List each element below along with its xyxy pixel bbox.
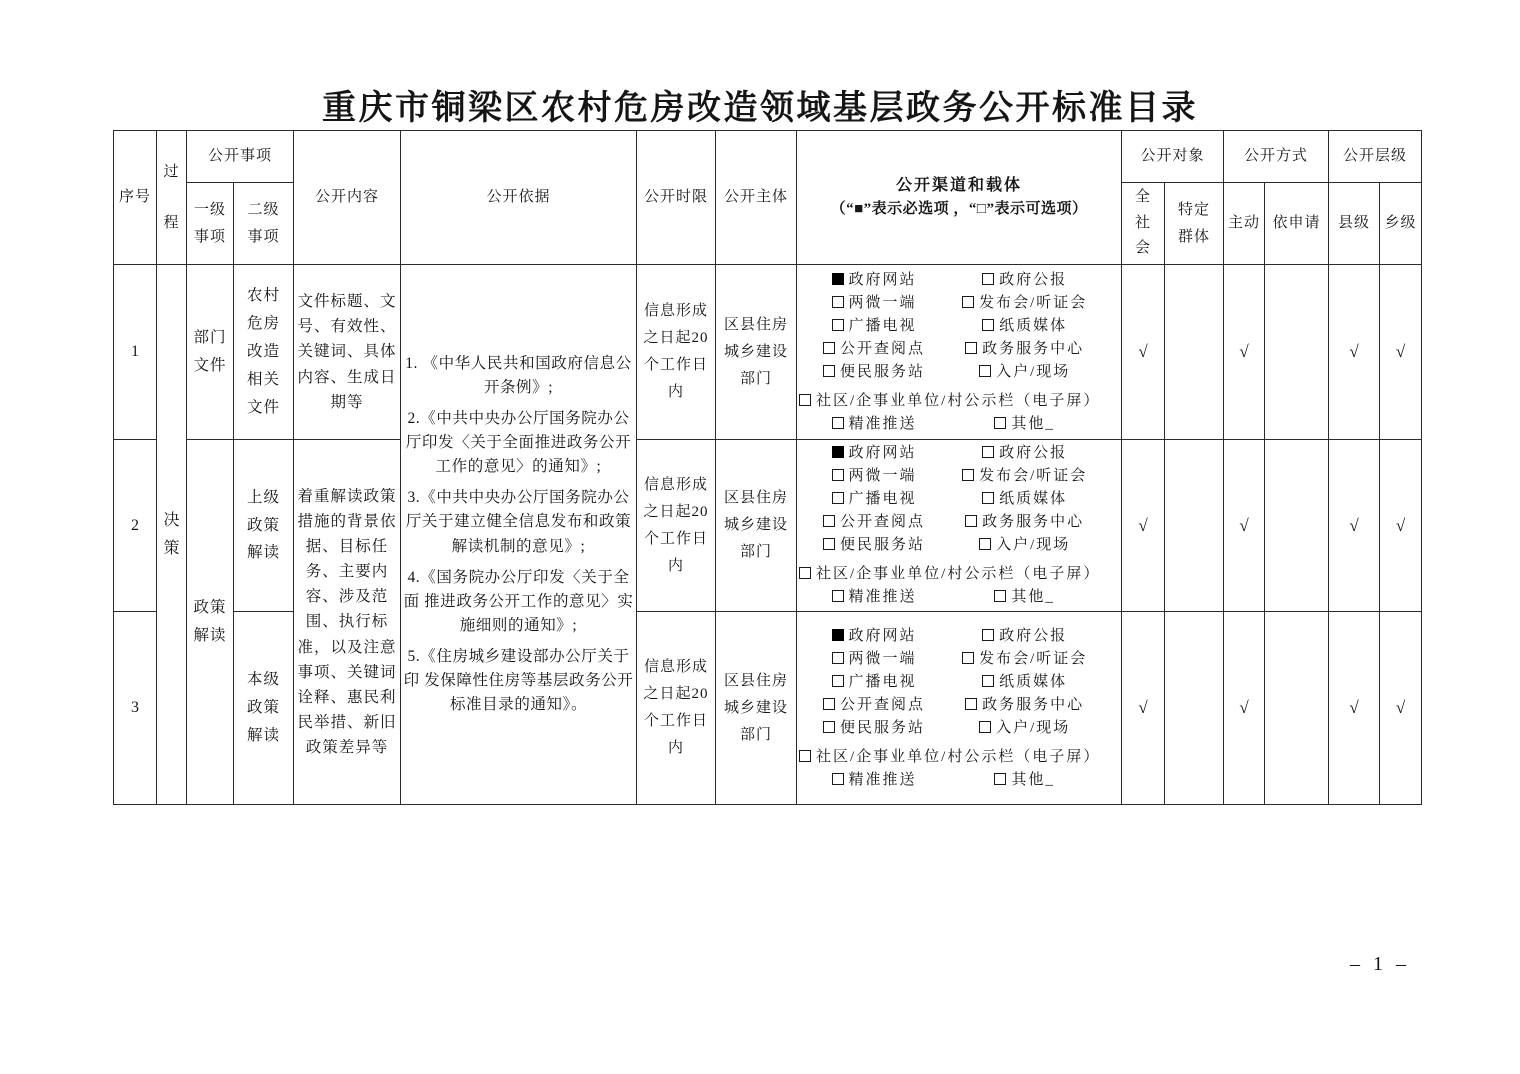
header-level1 [187, 183, 234, 265]
header-process-label: 过程 [163, 163, 180, 231]
checkbox-icon [799, 394, 811, 406]
channel-label: 广播电视 [848, 673, 917, 690]
header-level-county: 县级 [1329, 183, 1380, 265]
header-target-all-label: 全社会 [1135, 189, 1152, 256]
check-township-cell: √ [1380, 265, 1422, 440]
channel-label: 其他_ [1011, 415, 1055, 432]
header-subject: 公开主体 [716, 131, 797, 265]
channel-label: 其他_ [1011, 589, 1055, 605]
check-county-cell: √ [1329, 265, 1380, 440]
checkbox-icon [832, 629, 844, 641]
check-on-request-cell [1265, 612, 1329, 805]
channel-label: 政府网站 [848, 445, 917, 461]
channel-item [799, 769, 949, 792]
channels-list [799, 442, 1119, 609]
checkbox-icon [832, 590, 844, 602]
header-channels-title: 公开渠道和载体 [896, 177, 1023, 195]
header-content: 公开内容 [294, 131, 401, 265]
basis-item: 1. 《中华人民共和国政府信息公开条例》; [405, 355, 632, 397]
channel-label: 公开查阅点 [840, 514, 926, 530]
level2-cell [234, 265, 294, 440]
header-target: 公开对象 [1122, 131, 1224, 183]
level1-cell [187, 440, 234, 805]
checkbox-icon [832, 417, 844, 429]
channel-label: 精准推送 [848, 771, 917, 788]
channel-label: 发布会/听证会 [979, 294, 1088, 311]
channel-item [799, 361, 949, 384]
channel-item [799, 442, 949, 465]
disclosure-standards-table [113, 130, 1422, 805]
channel-label: 广播电视 [848, 491, 917, 507]
subject-cell: 区县住房城乡建设部门 [716, 265, 797, 440]
table-row [114, 265, 1422, 440]
channel-item [799, 586, 949, 609]
checkbox-icon [982, 446, 994, 458]
channel-item [799, 717, 949, 740]
channel-label: 发布会/听证会 [979, 650, 1088, 667]
checkbox-icon [979, 365, 991, 377]
channel-label: 纸质媒体 [999, 491, 1068, 507]
channel-item [799, 511, 949, 534]
channel-label: 政务服务中心 [982, 340, 1085, 357]
time-limit-cell: 信息形成之日起20个工作日内 [637, 265, 716, 440]
page-title: 重庆市铜梁区农村危房改造领域基层政务公开标准目录 [322, 90, 1198, 127]
channels-list [799, 625, 1119, 792]
channel-label: 两微一端 [848, 294, 917, 311]
header-level: 公开层级 [1329, 131, 1422, 183]
level2-cell [234, 440, 294, 612]
channel-label: 政府网站 [848, 271, 917, 288]
subject-cell: 区县住房城乡建设部门 [716, 440, 797, 612]
header-channels [797, 131, 1122, 265]
channels-cell [797, 265, 1122, 440]
channel-item [799, 413, 949, 436]
check-all-society-cell: √ [1122, 440, 1165, 612]
check-active-cell: √ [1224, 265, 1265, 440]
channel-item [799, 488, 949, 511]
checkbox-icon [823, 365, 835, 377]
channel-item [949, 717, 1100, 740]
channel-label: 社区/企事业单位/村公示栏（电子屏） [816, 392, 1101, 409]
check-county-cell: √ [1329, 612, 1380, 805]
channel-label: 纸质媒体 [999, 317, 1068, 334]
checkbox-icon [832, 273, 844, 285]
header-time-limit: 公开时限 [637, 131, 716, 265]
channel-label: 入户/现场 [996, 537, 1071, 553]
checkbox-icon [982, 675, 994, 687]
channel-item [799, 625, 949, 648]
channel-item [949, 648, 1100, 671]
content-cell: 着重解读政策措施的背景依据、目标任务、主要内容、涉及范围、执行标准，以及注意事项、关键词诠释、惠民利民举措、新旧政策差异等 [294, 440, 401, 805]
header-target-specific-label: 特定群体 [1178, 201, 1211, 245]
checkbox-icon [832, 446, 844, 458]
channel-item [799, 746, 1100, 769]
checkbox-icon [982, 273, 994, 285]
subject-cell: 区县住房城乡建设部门 [716, 612, 797, 805]
channels-cell [797, 612, 1122, 805]
channel-label: 精准推送 [848, 415, 917, 432]
channel-label: 便民服务站 [840, 363, 926, 380]
channel-label: 政务服务中心 [982, 696, 1085, 713]
check-county-cell: √ [1329, 440, 1380, 612]
check-township-cell: √ [1380, 440, 1422, 612]
basis-item: 2.《中共中央办公厅国务院办公厅印发〈关于全面推进政务公开工作的意见〉的通知》; [405, 410, 632, 476]
channel-item [949, 586, 1100, 609]
checkbox-icon [832, 492, 844, 504]
level1-value: 部门文件 [193, 329, 227, 374]
level2-value: 上级政策解读 [247, 488, 281, 562]
channel-label: 社区/企事业单位/村公示栏（电子屏） [816, 748, 1101, 765]
channel-item [799, 315, 949, 338]
header-method: 公开方式 [1224, 131, 1329, 183]
channel-item [949, 338, 1100, 361]
channel-item [949, 625, 1100, 648]
seq-cell: 2 [114, 440, 157, 612]
channel-label: 政府公报 [999, 627, 1068, 644]
header-level-township: 乡级 [1380, 183, 1422, 265]
header-level2-label: 二级事项 [247, 201, 280, 245]
checkbox-icon [962, 296, 974, 308]
channel-item [799, 390, 1100, 413]
level1-cell [187, 265, 234, 440]
channel-item [949, 361, 1100, 384]
checkbox-icon [994, 590, 1006, 602]
content-cell: 文件标题、文号、有效性、关键词、具体内容、生成日期等 [294, 265, 401, 440]
header-row-groups [114, 131, 1422, 183]
channel-label: 社区/企事业单位/村公示栏（电子屏） [816, 566, 1101, 582]
checkbox-icon [799, 750, 811, 762]
channel-item [949, 413, 1100, 436]
channel-label: 公开查阅点 [840, 696, 926, 713]
checkbox-icon [965, 342, 977, 354]
check-on-request-cell [1265, 265, 1329, 440]
header-method-active: 主动 [1224, 183, 1265, 265]
channel-item [799, 338, 949, 361]
channel-item [949, 315, 1100, 338]
level1-value: 政策解读 [193, 599, 227, 644]
header-target-all [1122, 183, 1165, 265]
check-township-cell: √ [1380, 612, 1422, 805]
channel-item [949, 465, 1100, 488]
check-specific-group-cell [1165, 265, 1224, 440]
checkbox-icon [832, 675, 844, 687]
checkbox-icon [832, 296, 844, 308]
channel-label: 广播电视 [848, 317, 917, 334]
seq-cell: 3 [114, 612, 157, 805]
checkbox-icon [832, 319, 844, 331]
channel-item [799, 465, 949, 488]
checkbox-icon [962, 652, 974, 664]
channel-item [949, 671, 1100, 694]
basis-item: 3.《中共中央办公厅国务院办公厅关于建立健全信息发布和政策解读机制的意见》; [405, 489, 632, 555]
checkbox-icon [823, 538, 835, 550]
channel-item [799, 648, 949, 671]
channel-label: 两微一端 [848, 650, 917, 667]
checkbox-icon [979, 721, 991, 733]
page-number: – 1 – [1350, 953, 1410, 975]
header-channels-note: （“■”表示必选项 ，“□”表示可选项） [830, 201, 1088, 218]
channel-item [799, 269, 949, 292]
header-level2 [234, 183, 294, 265]
channel-item [799, 534, 949, 557]
channel-item [799, 563, 1100, 586]
channel-label: 便民服务站 [840, 537, 926, 553]
checkbox-icon [965, 515, 977, 527]
channel-label: 便民服务站 [840, 719, 926, 736]
checkbox-icon [823, 698, 835, 710]
level2-value: 本级政策解读 [247, 671, 281, 744]
table-row [114, 440, 1422, 612]
level2-cell [234, 612, 294, 805]
channel-item [949, 511, 1100, 534]
channel-label: 政府公报 [999, 271, 1068, 288]
header-level1-label: 一级事项 [193, 201, 226, 245]
check-all-society-cell: √ [1122, 612, 1165, 805]
checkbox-icon [962, 469, 974, 481]
checkbox-icon [799, 567, 811, 579]
level2-value: 农村危房改造相关文件 [247, 287, 281, 416]
channel-item [949, 442, 1100, 465]
basis-item: 4.《国务院办公厅印发〈关于全面 推进政务公开工作的意见〉实施细则的通知》; [403, 568, 634, 634]
channel-label: 两微一端 [848, 468, 917, 484]
checkbox-icon [965, 698, 977, 710]
channel-label: 其他_ [1011, 771, 1055, 788]
time-limit-cell: 信息形成之日起20个工作日内 [637, 612, 716, 805]
header-process [157, 131, 187, 265]
channel-item [949, 694, 1100, 717]
channel-label: 精准推送 [848, 589, 917, 605]
check-active-cell: √ [1224, 440, 1265, 612]
check-specific-group-cell [1165, 440, 1224, 612]
header-basis: 公开依据 [401, 131, 637, 265]
header-target-specific [1165, 183, 1224, 265]
channel-label: 入户/现场 [996, 719, 1071, 736]
channel-item [949, 292, 1100, 315]
channel-item [949, 269, 1100, 292]
checkbox-icon [982, 319, 994, 331]
seq-cell: 1 [114, 265, 157, 440]
process-cell [157, 265, 187, 805]
channel-label: 公开查阅点 [840, 340, 926, 357]
check-all-society-cell: √ [1122, 265, 1165, 440]
channel-item [949, 534, 1100, 557]
channel-label: 政府网站 [848, 627, 917, 644]
channel-item [799, 694, 949, 717]
channel-item [949, 488, 1100, 511]
channel-label: 纸质媒体 [999, 673, 1068, 690]
header-method-request: 依申请 [1265, 183, 1329, 265]
channel-label: 政府公报 [999, 445, 1068, 461]
check-on-request-cell [1265, 440, 1329, 612]
channels-list [799, 269, 1119, 436]
checkbox-icon [994, 417, 1006, 429]
check-specific-group-cell [1165, 612, 1224, 805]
basis-item: 5.《住房城乡建设部办公厅关于印 发保障性住房等基层政务公开标准目录的通知》。 [403, 647, 634, 713]
checkbox-icon [994, 773, 1006, 785]
checkbox-icon [832, 469, 844, 481]
header-matters: 公开事项 [187, 131, 294, 183]
checkbox-icon [982, 629, 994, 641]
channel-item [949, 769, 1100, 792]
checkbox-icon [823, 515, 835, 527]
channel-item [799, 292, 949, 315]
checkbox-icon [823, 342, 835, 354]
time-limit-cell: 信息形成之日起20个工作日内 [637, 440, 716, 612]
channel-label: 发布会/听证会 [979, 468, 1088, 484]
checkbox-icon [823, 721, 835, 733]
channels-cell [797, 440, 1122, 612]
checkbox-icon [832, 773, 844, 785]
process-value: 决策 [163, 512, 180, 557]
header-seq: 序号 [114, 131, 157, 265]
channel-label: 入户/现场 [996, 363, 1071, 380]
checkbox-icon [832, 652, 844, 664]
checkbox-icon [979, 538, 991, 550]
channel-label: 政务服务中心 [982, 514, 1085, 530]
check-active-cell: √ [1224, 612, 1265, 805]
checkbox-icon [982, 492, 994, 504]
basis-cell [401, 265, 637, 805]
channel-item [799, 671, 949, 694]
